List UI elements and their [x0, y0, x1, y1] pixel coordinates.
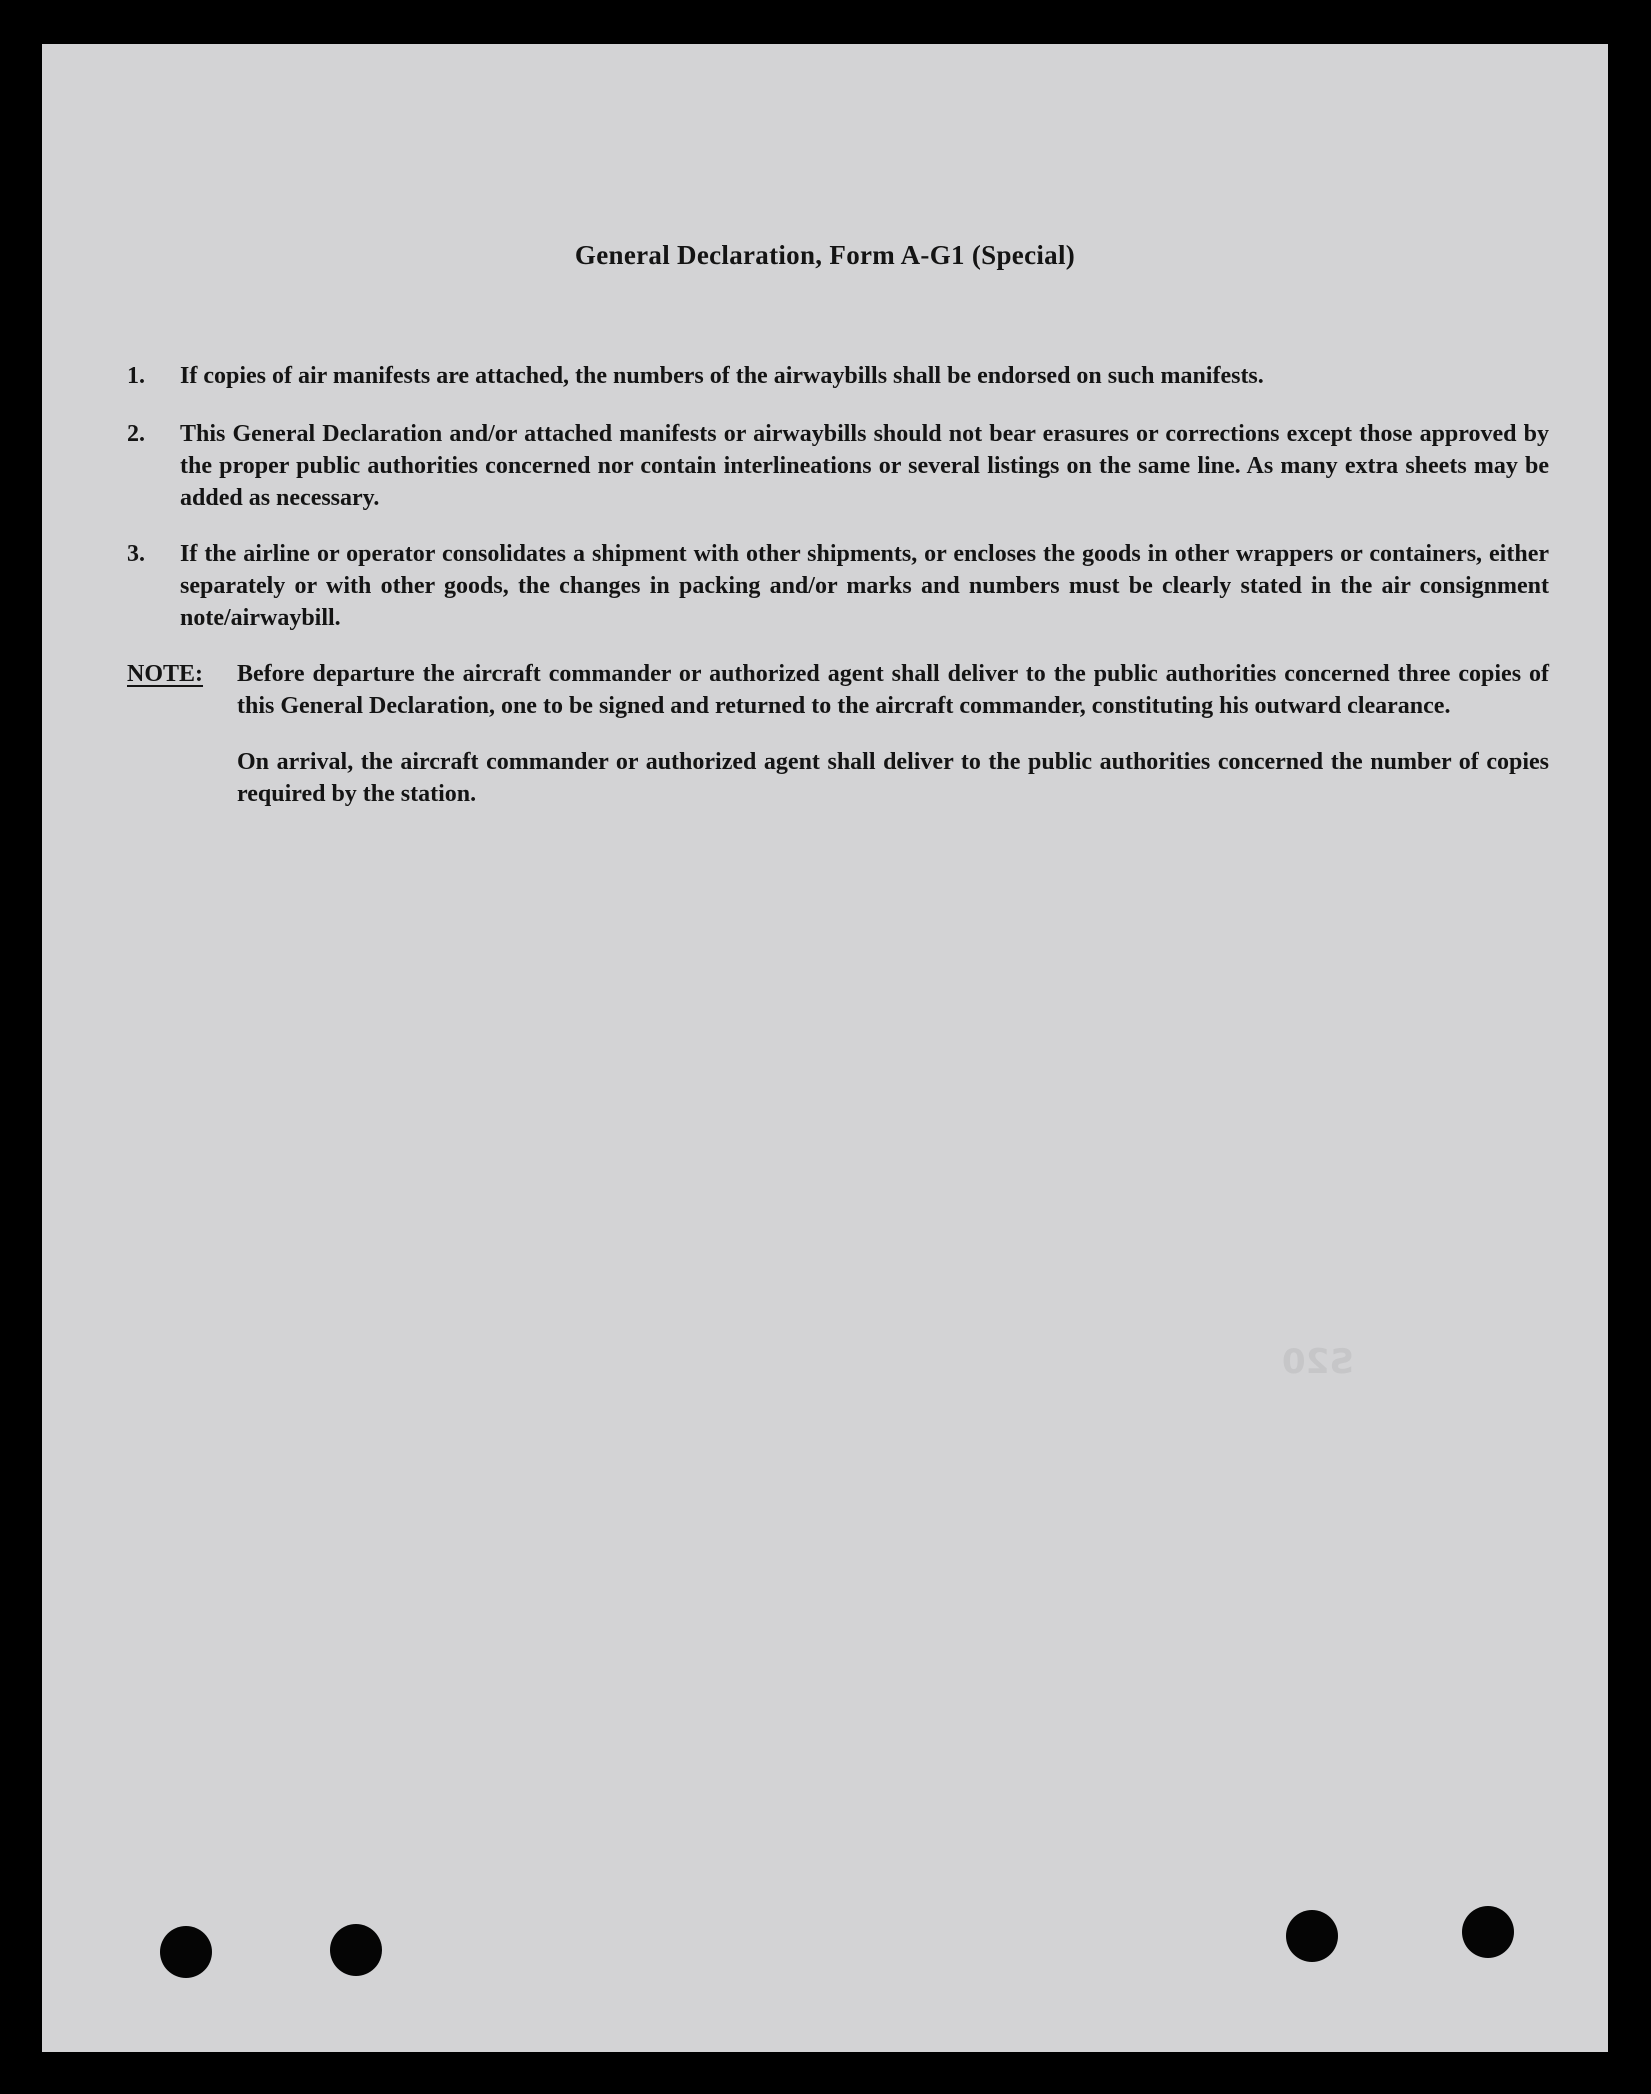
document-page	[42, 44, 1608, 2052]
document-body	[42, 44, 1608, 2052]
item-text: If the airline or operator consolidates a shipment with other shipments, or encloses the goods in other wrappers or containers, either separately or with other goods, the changes in packing and/or marks and numbers must be clearly stated in the air consignment note/airwaybill.	[180, 541, 1549, 631]
item-number: 1.	[127, 363, 145, 389]
item-number: 2.	[127, 421, 145, 447]
bleed-through-mark: S20	[1282, 1342, 1354, 1382]
note-section	[127, 658, 1549, 810]
note-paragraph-arrival: On arrival, the aircraft commander or authorized agent shall deliver to the public authorities concerned the number of copies required by the station.	[237, 749, 1549, 807]
punch-hole-left-2	[330, 1924, 382, 1976]
instruction-item-1	[127, 360, 1549, 392]
punch-hole-right-1	[1286, 1910, 1338, 1962]
punch-hole-left-1	[160, 1926, 212, 1978]
item-text: If copies of air manifests are attached, the numbers of the airwaybills shall be endorsed on such manifests.	[180, 363, 1264, 389]
item-text: This General Declaration and/or attached manifests or airwaybills should not bear erasures or corrections except those approved by the proper public authorities concerned nor contain interlineations or several listings on the same line. As many extra sheets may be added as necessary.	[180, 421, 1549, 511]
punch-hole-right-2	[1462, 1906, 1514, 1958]
note-label: NOTE:	[127, 661, 204, 687]
item-number: 3.	[127, 541, 145, 567]
note-paragraph-departure: Before departure the aircraft commander or authorized agent shall deliver to the public authorities concerned three copies of this General Declaration, one to be signed and returned to the aircraft commander, constituting his outward clearance.	[237, 661, 1549, 719]
instruction-item-2	[127, 418, 1549, 514]
instruction-item-3	[127, 538, 1549, 634]
note-text	[237, 658, 1549, 810]
document-title: General Declaration, Form A-G1 (Special)	[574, 240, 1076, 270]
